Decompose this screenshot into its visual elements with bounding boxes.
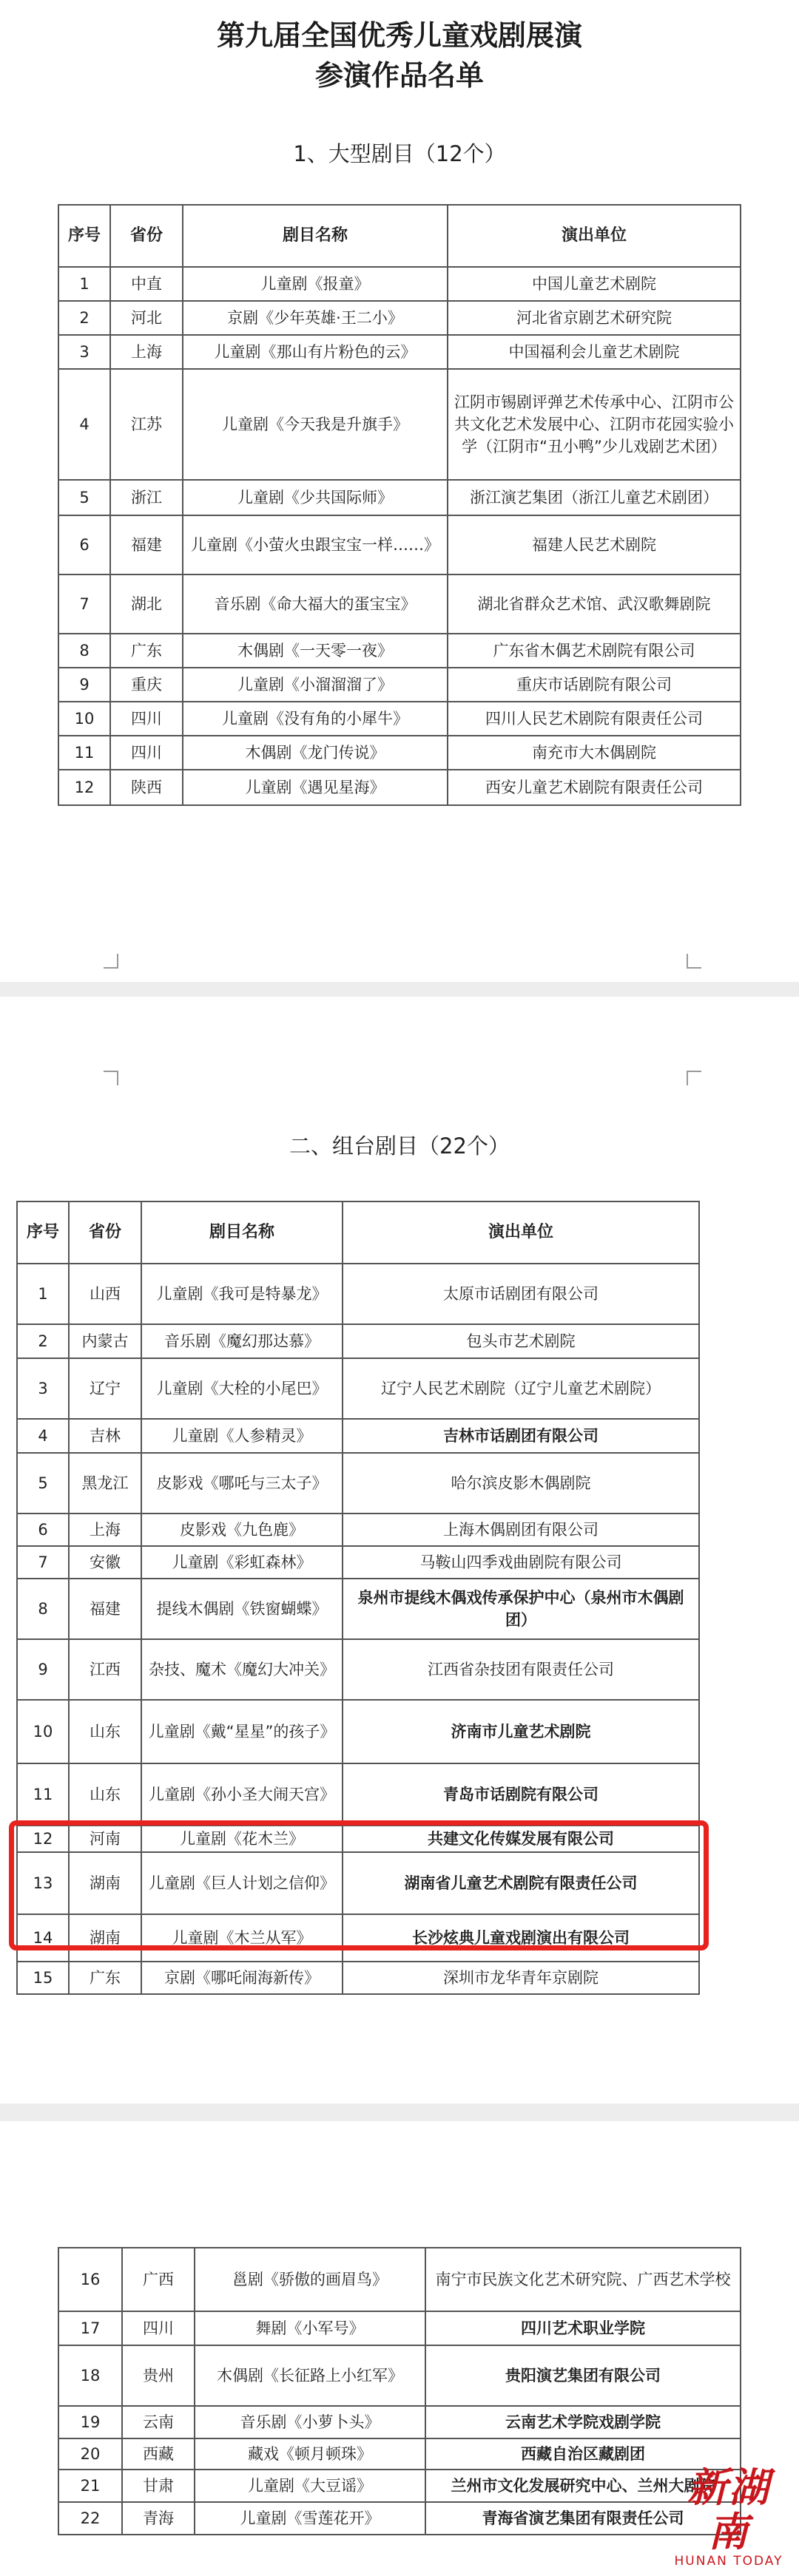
row-performer: 包头市艺术剧院 — [343, 1324, 699, 1358]
row-play-name: 提线木偶剧《铁窗蝴蝶》 — [141, 1579, 343, 1639]
row-province: 江苏 — [110, 369, 183, 480]
row-performer: 河北省京剧艺术研究院 — [448, 301, 741, 335]
table-row — [17, 1419, 699, 1453]
row-play-name: 藏戏《顿月顿珠》 — [195, 2438, 425, 2470]
row-performer: 共建文化传媒发展有限公司 — [343, 1826, 699, 1852]
row-performer: 四川艺术职业学院 — [425, 2311, 741, 2345]
section2-table-body-continued — [58, 2248, 741, 2535]
row-province: 广东 — [69, 1962, 141, 1994]
row-play-name: 儿童剧《小萤火虫跟宝宝一样……》 — [183, 515, 448, 574]
row-play-name: 音乐剧《命大福大的蛋宝宝》 — [183, 574, 448, 634]
row-index: 11 — [17, 1763, 69, 1826]
row-index: 9 — [17, 1639, 69, 1700]
row-play-name: 舞剧《小军号》 — [195, 2311, 425, 2345]
crop-mark — [104, 1071, 118, 1085]
row-play-name: 儿童剧《戴“星星”的孩子》 — [141, 1700, 343, 1763]
row-performer: 辽宁人民艺术剧院（辽宁儿童艺术剧院） — [343, 1358, 699, 1419]
table-row — [58, 2248, 741, 2311]
row-index: 11 — [58, 736, 110, 770]
table-row — [58, 2438, 741, 2470]
row-performer: 深圳市龙华青年京剧院 — [343, 1962, 699, 1994]
table-row — [17, 1700, 699, 1763]
news-watermark — [673, 2465, 784, 2569]
row-play-name: 儿童剧《今天我是升旗手》 — [183, 369, 448, 480]
row-province: 四川 — [110, 702, 183, 736]
row-index: 16 — [58, 2248, 122, 2311]
table-row — [17, 1546, 699, 1579]
row-index: 19 — [58, 2406, 122, 2438]
row-performer: 西安儿童艺术剧院有限责任公司 — [448, 770, 741, 805]
row-play-name: 儿童剧《少共国际师》 — [183, 480, 448, 515]
row-province: 甘肃 — [122, 2470, 195, 2502]
row-index: 5 — [58, 480, 110, 515]
row-performer: 长沙炫典儿童戏剧演出有限公司 — [343, 1914, 699, 1962]
table-row — [58, 574, 741, 634]
row-play-name: 音乐剧《小萝卜头》 — [195, 2406, 425, 2438]
row-province: 福建 — [69, 1579, 141, 1639]
row-play-name: 儿童剧《巨人计划之信仰》 — [141, 1852, 343, 1914]
row-performer: 江西省杂技团有限责任公司 — [343, 1639, 699, 1700]
row-index: 8 — [58, 634, 110, 668]
row-index: 6 — [17, 1514, 69, 1546]
row-province: 江西 — [69, 1639, 141, 1700]
row-performer: 四川人民艺术剧院有限责任公司 — [448, 702, 741, 736]
row-province: 四川 — [110, 736, 183, 770]
row-play-name: 儿童剧《我可是特暴龙》 — [141, 1264, 343, 1324]
row-performer: 南宁市民族文化艺术研究院、广西艺术学校 — [425, 2248, 741, 2311]
row-performer: 青岛市话剧院有限公司 — [343, 1763, 699, 1826]
row-index: 15 — [17, 1962, 69, 1994]
table-row — [58, 2311, 741, 2345]
row-performer: 江阴市锡剧评弹艺术传承中心、江阴市公共文化艺术发展中心、江阴市花园实验小学（江阴市“丑小鸭”少儿戏剧艺术团） — [448, 369, 741, 480]
row-index: 1 — [58, 267, 110, 301]
row-performer: 吉林市话剧团有限公司 — [343, 1419, 699, 1453]
row-index: 7 — [17, 1546, 69, 1579]
row-index: 18 — [58, 2345, 122, 2406]
section1-title: 1、大型剧目（12个） — [293, 141, 506, 166]
row-index: 21 — [58, 2470, 122, 2502]
row-index: 1 — [17, 1264, 69, 1324]
table-row — [58, 770, 741, 805]
table-row — [58, 668, 741, 702]
row-province: 黑龙江 — [69, 1453, 141, 1514]
row-play-name: 儿童剧《那山有片粉色的云》 — [183, 335, 448, 369]
crop-mark — [104, 954, 118, 969]
row-play-name: 皮影戏《哪吒与三太子》 — [141, 1453, 343, 1514]
row-performer: 云南艺术学院戏剧学院 — [425, 2406, 741, 2438]
header-province: 省份 — [110, 205, 183, 267]
table-row — [17, 1264, 699, 1324]
row-province: 上海 — [110, 335, 183, 369]
row-province: 贵州 — [122, 2345, 195, 2406]
page-gap — [0, 982, 799, 997]
header-index: 序号 — [58, 205, 110, 267]
header-performer: 演出单位 — [343, 1201, 699, 1264]
table-row — [58, 2406, 741, 2438]
document-title-line2: 参演作品名单 — [314, 59, 484, 92]
row-index: 3 — [58, 335, 110, 369]
row-province: 湖南 — [69, 1914, 141, 1962]
table-header — [58, 205, 741, 267]
crop-mark — [687, 1071, 701, 1085]
row-performer: 中国儿童艺术剧院 — [448, 267, 741, 301]
row-province: 山西 — [69, 1264, 141, 1324]
table-row — [58, 369, 741, 480]
row-index: 17 — [58, 2311, 122, 2345]
row-index: 12 — [58, 770, 110, 805]
row-province: 山东 — [69, 1700, 141, 1763]
page-1 — [0, 0, 799, 982]
row-performer: 中国福利会儿童艺术剧院 — [448, 335, 741, 369]
row-play-name: 京剧《哪吒闹海新传》 — [141, 1962, 343, 1994]
row-index: 14 — [17, 1914, 69, 1962]
row-province: 四川 — [122, 2311, 195, 2345]
row-province: 陕西 — [110, 770, 183, 805]
row-index: 6 — [58, 515, 110, 574]
table-row — [17, 1453, 699, 1514]
table-row — [17, 1358, 699, 1419]
row-play-name: 儿童剧《彩虹森林》 — [141, 1546, 343, 1579]
table-row — [58, 2345, 741, 2406]
row-index: 12 — [17, 1826, 69, 1852]
row-play-name: 儿童剧《报童》 — [183, 267, 448, 301]
row-play-name: 儿童剧《木兰从军》 — [141, 1914, 343, 1962]
row-province: 湖北 — [110, 574, 183, 634]
row-index: 22 — [58, 2502, 122, 2535]
table-row — [58, 301, 741, 335]
row-performer: 福建人民艺术剧院 — [448, 515, 741, 574]
section2-title: 二、组台剧目（22个） — [289, 1133, 510, 1159]
table-row — [58, 515, 741, 574]
section2-table-continued — [58, 2247, 741, 2535]
row-performer: 西藏自治区藏剧团 — [425, 2438, 741, 2470]
watermark-logo-text: 新湖南 — [687, 2464, 770, 2555]
row-play-name: 杂技、魔术《魔幻大冲关》 — [141, 1639, 343, 1700]
crop-mark — [687, 954, 701, 969]
row-play-name: 木偶剧《长征路上小红军》 — [195, 2345, 425, 2406]
watermark-subtitle: HUNAN TODAY — [674, 2554, 783, 2569]
row-performer: 上海木偶剧团有限公司 — [343, 1514, 699, 1546]
row-index: 3 — [17, 1358, 69, 1419]
document-title-line1: 第九届全国优秀儿童戏剧展演 — [216, 19, 582, 52]
table-row — [58, 2502, 741, 2535]
table-header — [17, 1201, 699, 1264]
table-row — [58, 2470, 741, 2502]
table-row — [17, 1639, 699, 1700]
red-highlight-box — [9, 1820, 709, 1950]
header-index: 序号 — [17, 1201, 69, 1264]
row-play-name: 儿童剧《没有角的小犀牛》 — [183, 702, 448, 736]
row-province: 福建 — [110, 515, 183, 574]
row-play-name: 皮影戏《九色鹿》 — [141, 1514, 343, 1546]
row-index: 8 — [17, 1579, 69, 1639]
row-index: 10 — [58, 702, 110, 736]
row-play-name: 儿童剧《人参精灵》 — [141, 1419, 343, 1453]
row-province: 河南 — [69, 1826, 141, 1852]
row-province: 广西 — [122, 2248, 195, 2311]
row-play-name: 儿童剧《小溜溜溜了》 — [183, 668, 448, 702]
table-row — [17, 1324, 699, 1358]
table-row — [17, 1514, 699, 1546]
row-index: 20 — [58, 2438, 122, 2470]
row-play-name: 儿童剧《花木兰》 — [141, 1826, 343, 1852]
row-performer: 南充市大木偶剧院 — [448, 736, 741, 770]
row-play-name: 邕剧《骄傲的画眉鸟》 — [195, 2248, 425, 2311]
table-row — [58, 335, 741, 369]
row-play-name: 儿童剧《雪莲花开》 — [195, 2502, 425, 2535]
row-index: 2 — [17, 1324, 69, 1358]
row-performer: 济南市儿童艺术剧院 — [343, 1700, 699, 1763]
row-performer: 重庆市话剧院有限公司 — [448, 668, 741, 702]
row-province: 青海 — [122, 2502, 195, 2535]
table-row — [17, 1962, 699, 1994]
row-play-name: 儿童剧《遇见星海》 — [183, 770, 448, 805]
row-performer: 贵阳演艺集团有限公司 — [425, 2345, 741, 2406]
row-province: 浙江 — [110, 480, 183, 515]
row-performer: 马鞍山四季戏曲剧院有限公司 — [343, 1546, 699, 1579]
row-province: 广东 — [110, 634, 183, 668]
row-performer: 浙江演艺集团（浙江儿童艺术剧团） — [448, 480, 741, 515]
row-index: 5 — [17, 1453, 69, 1514]
section1-table-body — [58, 267, 741, 805]
row-play-name: 京剧《少年英雄·王二小》 — [183, 301, 448, 335]
table-row — [58, 634, 741, 668]
header-performer: 演出单位 — [448, 205, 741, 267]
row-performer: 湖北省群众艺术馆、武汉歌舞剧院 — [448, 574, 741, 634]
page-gap — [0, 2104, 799, 2121]
row-play-name: 儿童剧《孙小圣大闹天宫》 — [141, 1763, 343, 1826]
row-province: 内蒙古 — [69, 1324, 141, 1358]
table-row — [58, 736, 741, 770]
row-performer: 湖南省儿童艺术剧院有限责任公司 — [343, 1852, 699, 1914]
row-play-name: 木偶剧《龙门传说》 — [183, 736, 448, 770]
row-play-name: 音乐剧《魔幻那达慕》 — [141, 1324, 343, 1358]
row-performer: 太原市话剧团有限公司 — [343, 1264, 699, 1324]
section1-table — [58, 204, 741, 806]
row-performer: 广东省木偶艺术剧院有限公司 — [448, 634, 741, 668]
table-row — [17, 1579, 699, 1639]
table-row — [58, 702, 741, 736]
row-index: 13 — [17, 1852, 69, 1914]
row-index: 10 — [17, 1700, 69, 1763]
row-province: 河北 — [110, 301, 183, 335]
row-index: 7 — [58, 574, 110, 634]
row-province: 湖南 — [69, 1852, 141, 1914]
row-province: 山东 — [69, 1763, 141, 1826]
row-province: 中直 — [110, 267, 183, 301]
row-performer: 兰州市文化发展研究中心、兰州大剧院 — [425, 2470, 741, 2502]
row-performer: 哈尔滨皮影木偶剧院 — [343, 1453, 699, 1514]
header-play-name: 剧目名称 — [141, 1201, 343, 1264]
row-play-name: 木偶剧《一天零一夜》 — [183, 634, 448, 668]
header-province: 省份 — [69, 1201, 141, 1264]
row-play-name: 儿童剧《大栓的小尾巴》 — [141, 1358, 343, 1419]
row-index: 9 — [58, 668, 110, 702]
row-province: 上海 — [69, 1514, 141, 1546]
row-performer: 青海省演艺集团有限责任公司 — [425, 2502, 741, 2535]
row-play-name: 儿童剧《大豆谣》 — [195, 2470, 425, 2502]
row-province: 重庆 — [110, 668, 183, 702]
row-province: 云南 — [122, 2406, 195, 2438]
table-row — [58, 267, 741, 301]
row-province: 辽宁 — [69, 1358, 141, 1419]
row-province: 西藏 — [122, 2438, 195, 2470]
row-province: 吉林 — [69, 1419, 141, 1453]
header-play-name: 剧目名称 — [183, 205, 448, 267]
row-index: 4 — [58, 369, 110, 480]
row-province: 安徽 — [69, 1546, 141, 1579]
row-performer: 泉州市提线木偶戏传承保护中心（泉州市木偶剧团） — [343, 1579, 699, 1639]
table-row — [17, 1763, 699, 1826]
table-row — [58, 480, 741, 515]
row-index: 4 — [17, 1419, 69, 1453]
row-index: 2 — [58, 301, 110, 335]
